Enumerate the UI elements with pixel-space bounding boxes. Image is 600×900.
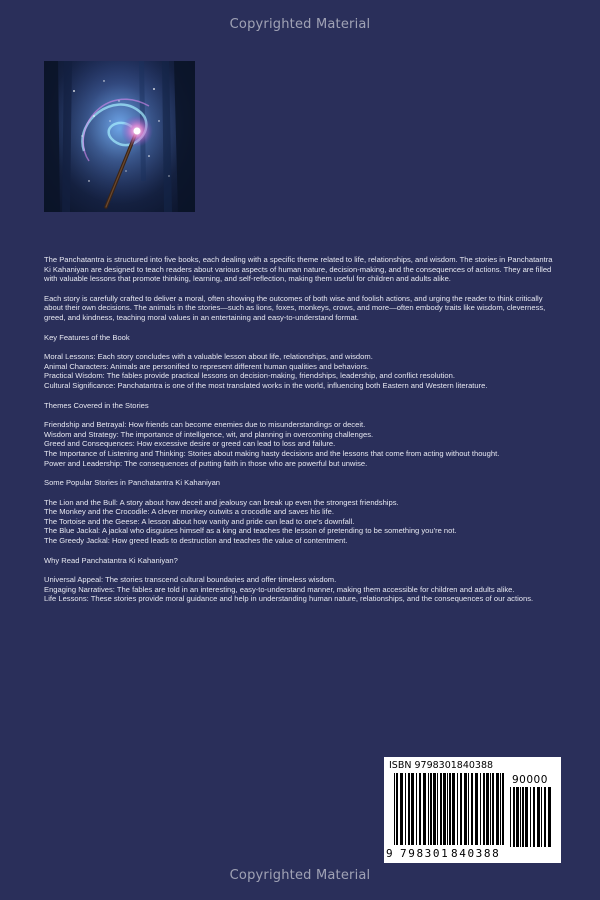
list-item: Universal Appeal: The stories transcend cultural boundaries and offer timeless wisdom. [44, 575, 337, 585]
barcode-bar [411, 773, 414, 845]
list-item: Power and Leadership: The consequences of putting faith in those who are powerful but unwise. [44, 458, 368, 468]
barcode-bar [516, 787, 519, 847]
list-item: The Greedy Jackal: How greed leads to destruction and teaches the value of contentment. [44, 536, 348, 546]
barcode-bar [460, 773, 462, 845]
features-heading: Key Features of the Book [44, 332, 130, 342]
barcode-bar [408, 773, 410, 845]
list-item: The Monkey and the Crocodile: A clever monkey outwits a crocodile and saves his life. [44, 507, 334, 517]
barcode-bar [464, 773, 467, 845]
barcode-bar [537, 787, 540, 847]
barcode-bar [544, 787, 546, 847]
barcode-addon-bars [510, 787, 554, 849]
barcode-bar [449, 773, 451, 845]
barcode-bar [483, 773, 485, 845]
list-item: Friendship and Betrayal: How friends can become enemies due to misunderstandings or deceit. [44, 420, 366, 430]
barcode-bar [541, 787, 542, 847]
barcode-bar [525, 787, 528, 847]
barcode-bar [502, 773, 504, 845]
list-item: Greed and Consequences: How excessive desire or greed can lead to loss and failure. [44, 439, 336, 449]
barcode-bar [520, 787, 521, 847]
barcode-bar [480, 773, 481, 845]
list-item: Cultural Significance: Panchatantra is one of the most translated works in the world, influencing both Eastern and Western literature. [44, 380, 488, 390]
price-code: 90000 [512, 774, 548, 786]
barcode-bar [452, 773, 455, 845]
barcode-bar [533, 787, 535, 847]
list-item: The Blue Jackal: A jackal who disguises himself as a king and teaches the lesson of pretending to be something you're not. [44, 526, 457, 536]
barcode-bar [423, 773, 426, 845]
barcode-digit-lead: 9 [386, 847, 393, 860]
barcode-bar [419, 773, 421, 845]
barcode-digits-left: 798301 [400, 847, 450, 860]
barcode-bar [471, 773, 473, 845]
list-item: The Importance of Listening and Thinking: Stories about making hasty decisions and the lessons that come from acting without thought. [44, 448, 500, 458]
barcode-bar [513, 787, 515, 847]
barcode-bar [440, 773, 442, 845]
barcode-bar [486, 773, 489, 845]
barcode-bar [496, 773, 499, 845]
list-item: Wisdom and Strategy: The importance of intelligence, wit, and planning in overcoming challenges. [44, 429, 374, 439]
list-item: The Lion and the Bull: A story about how deceit and jealousy can break up even the strongest friendships. [44, 497, 399, 507]
isbn-barcode [384, 757, 561, 863]
barcode-bar [405, 773, 406, 845]
list-item: Animal Characters: Animals are personified to represent different human qualities and behaviors. [44, 361, 369, 371]
barcode-bar [400, 773, 403, 845]
back-cover-description [44, 255, 558, 604]
barcode-bar [530, 787, 531, 847]
barcode-bar [475, 773, 478, 845]
barcode-bar [457, 773, 458, 845]
magic-wand-forest-icon [44, 61, 195, 212]
intro-paragraph: The Panchatantra is structured into five books, each dealing with a specific theme related to life, relationships, and wisdom. The stories in Panchatantra Ki Kahaniyan are designed to teach readers about various aspects of human nature, decision-making, and the consequences of actions. They are filled with valuable lessons that promote thinking, learning, and self-reflection, making them useful for children and adults alike. [44, 255, 553, 284]
barcode-bar [468, 773, 469, 845]
barcode-bar [430, 773, 432, 845]
barcode-bar [416, 773, 417, 845]
barcode-bar [443, 773, 446, 845]
barcode-bar [490, 773, 491, 845]
barcode-bar [394, 773, 395, 845]
watermark-bottom: Copyrighted Material [229, 868, 371, 883]
barcode-bar [437, 773, 438, 845]
themes-heading: Themes Covered in the Stories [44, 400, 149, 410]
isbn-label: ISBN 9798301840388 [389, 760, 494, 771]
barcode-bar [500, 773, 501, 845]
list-item: Practical Wisdom: The fables provide practical lessons on decision-making, friendships, leadership, and conflict resolution. [44, 371, 455, 381]
barcode-bar [522, 787, 524, 847]
list-item: The Tortoise and the Geese: A lesson about how vanity and pride can lead to one's downfall. [44, 516, 355, 526]
list-item: Life Lessons: These stories provide moral guidance and help in understanding human nature, relationships, and the consequences of our actions. [44, 594, 534, 604]
stories-heading: Some Popular Stories in Panchatantra Ki Kahaniyan [44, 478, 221, 488]
barcode-bar [510, 787, 511, 847]
barcode-bar [447, 773, 448, 845]
list-item: Engaging Narratives: The fables are told in an interesting, easy-to-understand manner, making them accessible for children and adults alike. [44, 584, 515, 594]
barcode-bar [492, 773, 494, 845]
list-item: Moral Lessons: Each story concludes with a valuable lesson about life, relationships, and wisdom. [44, 352, 373, 362]
watermark-top: Copyrighted Material [229, 17, 371, 32]
why-heading: Why Read Panchatantra Ki Kahaniyan? [44, 555, 178, 565]
barcode-bars [394, 773, 504, 849]
barcode-digits-right: 840388 [451, 847, 501, 860]
barcode-bar [396, 773, 398, 845]
barcode-bar [428, 773, 429, 845]
moral-paragraph: Each story is carefully crafted to deliver a moral, often showing the outcomes of both wise and foolish actions, and urging the reader to think critically about their own decisions. The animals in the stories—such as lions, foxes, monkeys, crows, and more—often embody traits like wisdom, cleverness, greed, and kindness, teaching moral values in an entertaining and easy-to-understand format. [44, 293, 546, 322]
barcode-bar [548, 787, 551, 847]
barcode-bar [433, 773, 436, 845]
